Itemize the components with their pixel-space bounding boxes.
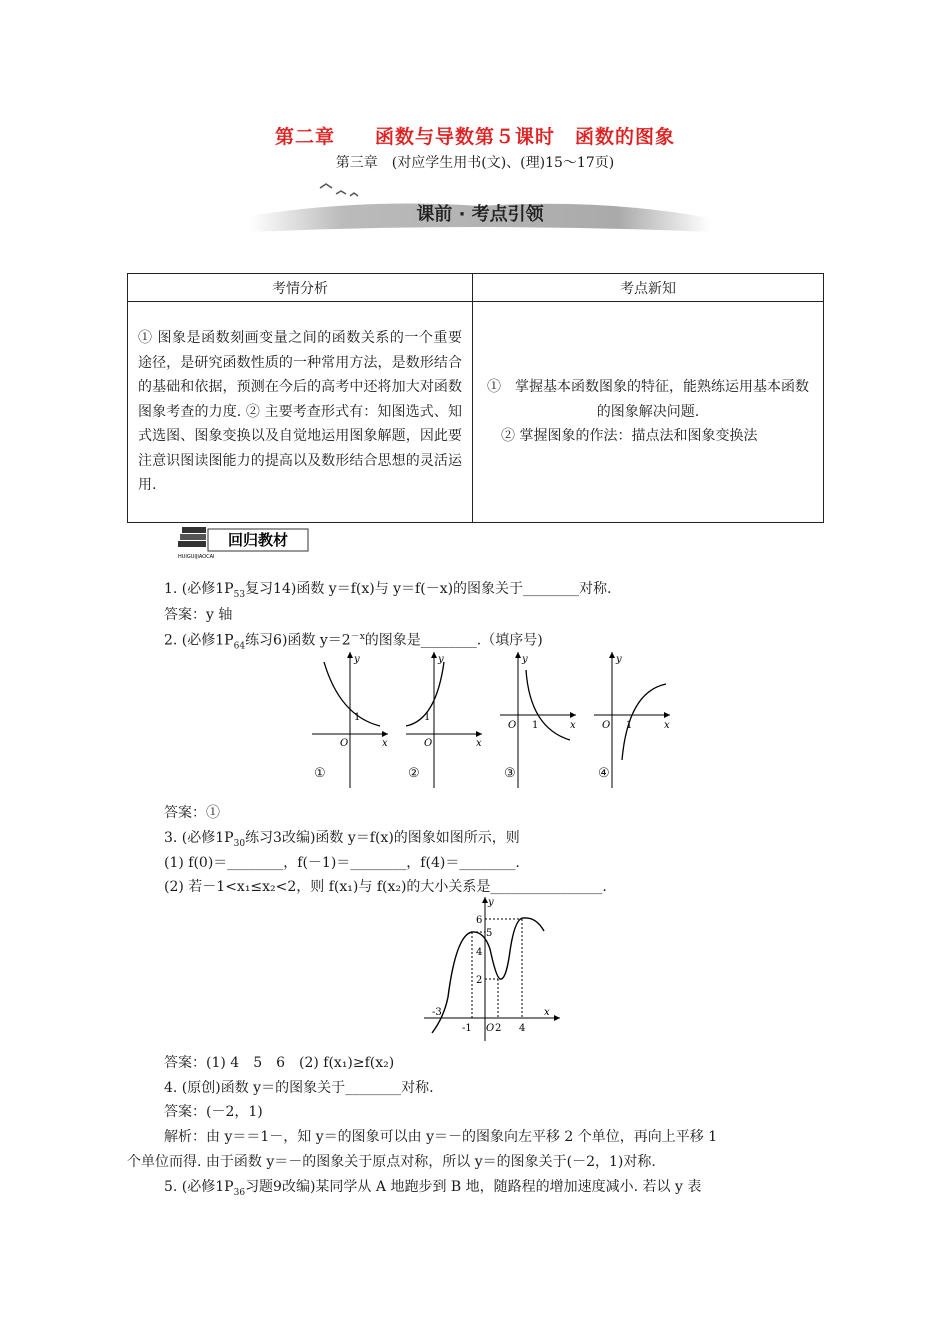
svg-text:1: 1	[532, 720, 539, 731]
svg-text:1: 1	[354, 712, 361, 723]
svg-text:4: 4	[476, 947, 483, 958]
section-label: 回归教材	[227, 531, 289, 549]
col2-header: 考点新知	[473, 274, 824, 302]
exam-analysis-table	[127, 273, 824, 523]
analysis-4-line2: 个单位而得. 由于函数 y＝－的图象关于原点对称，所以 y＝的图象关于(－2，1)对称.	[127, 1154, 656, 1170]
back-to-textbook-badge	[174, 521, 314, 561]
section-pinyin: HUIGUIJIAOCAI	[178, 554, 215, 560]
question-2: 2. (必修$1P_{64}$练习6)函数 $y=2^{-x}$的图象是________.（填序号)	[164, 632, 543, 652]
svg-text:2: 2	[495, 1023, 502, 1034]
option-label-2: ②	[408, 766, 420, 781]
svg-text:x: x	[476, 738, 482, 749]
svg-text:4: 4	[519, 1023, 526, 1034]
svg-text:x: x	[570, 720, 576, 731]
svg-text:-1: -1	[462, 1023, 472, 1034]
svg-text:x: x	[544, 1007, 550, 1018]
q3-function-graph	[420, 893, 570, 1043]
svg-text:O: O	[424, 738, 433, 749]
svg-text:1: 1	[424, 712, 431, 723]
svg-text:O: O	[508, 720, 517, 731]
svg-text:6: 6	[476, 915, 483, 926]
banner-text: 课前 · 考点引领	[416, 204, 544, 225]
answer-2: 答案：①	[164, 805, 220, 821]
answer-4: 答案：(－2，1)	[164, 1104, 263, 1120]
option-label-4: ④	[598, 766, 610, 781]
svg-text:y: y	[488, 897, 494, 908]
option-label-1: ①	[314, 766, 326, 781]
svg-text:5: 5	[486, 928, 493, 939]
question-3-part-1: (1) f(0)＝________，f(－1)＝________，f(4)＝________.	[164, 855, 520, 871]
svg-text:y: y	[438, 654, 444, 665]
question-5: 5. (必修$1P_{36}$习题9改编)某同学从 A 地跑步到 B 地，随路程的增加速度减小. 若以 y 表	[164, 1179, 702, 1198]
question-1: 1. (必修$1P_{53}$复习14)函数 y＝f(x)与 y＝f(－x)的图象关于________对称.	[164, 581, 612, 600]
svg-text:1: 1	[626, 720, 633, 731]
col1-text: ① 图象是函数刻画变量之间的函数关系的一个重要途径，是研究函数性质的一种常用方法，是数形结合的基础和依据，预测在今后的高考中还将加大对函数图象考查的力度. ② 主要考查形式有：知图选式、知式选图、图象变换以及自觉地运用图象解题，因此要注意识图读图能力的提高以及数形结合思想的灵活运用.	[128, 302, 473, 523]
option-label-3: ③	[504, 766, 516, 781]
page-subtitle: 第三章 (对应学生用书(文)、(理)15～17页)	[335, 155, 615, 171]
svg-text:x: x	[664, 720, 670, 731]
col1-header: 考情分析	[128, 274, 473, 302]
book-stack-icon	[178, 527, 206, 547]
svg-text:O: O	[340, 738, 349, 749]
answer-3: 答案：(1) 4 5 6 (2) f(x₁)≥f(x₂)	[164, 1055, 395, 1071]
svg-text:y: y	[522, 654, 528, 665]
svg-text:y: y	[616, 654, 622, 665]
svg-text:y: y	[354, 654, 360, 665]
svg-text:O: O	[602, 720, 611, 731]
answer-1: 答案：y 轴	[164, 607, 233, 623]
svg-text:O: O	[486, 1023, 495, 1034]
question-4: 4. (原创)函数 y＝的图象关于________对称.	[164, 1080, 434, 1096]
svg-text:-3: -3	[432, 1007, 442, 1018]
q2-option-graphs	[310, 648, 680, 798]
svg-text:2: 2	[476, 975, 483, 986]
question-3: 3. (必修$1P_{30}$练习3改编)函数 y＝f(x)的图象如图所示，则	[164, 830, 520, 849]
page-title: 第二章 函数与导数第５课时 函数的图象	[274, 126, 675, 148]
question-3-part-2: (2) 若－1<x₁≤x₂<2，则 f(x₁)与 f(x₂)的大小关系是________________.	[164, 879, 607, 895]
col2-line2: ② 掌握图象的作法：描点法和图象变换法	[501, 428, 758, 445]
col2-line1: ① 掌握基本函数图象的特征，能熟练运用基本函数的图象解决问题.	[487, 379, 809, 420]
analysis-4-line1: 解析：由 y＝＝1－，知 y＝的图象可以由 y＝－的图象向左平移 2 个单位，再向上平移 1	[164, 1129, 718, 1145]
section-banner	[240, 176, 720, 240]
svg-text:x: x	[382, 738, 388, 749]
col2-cell	[473, 302, 824, 523]
